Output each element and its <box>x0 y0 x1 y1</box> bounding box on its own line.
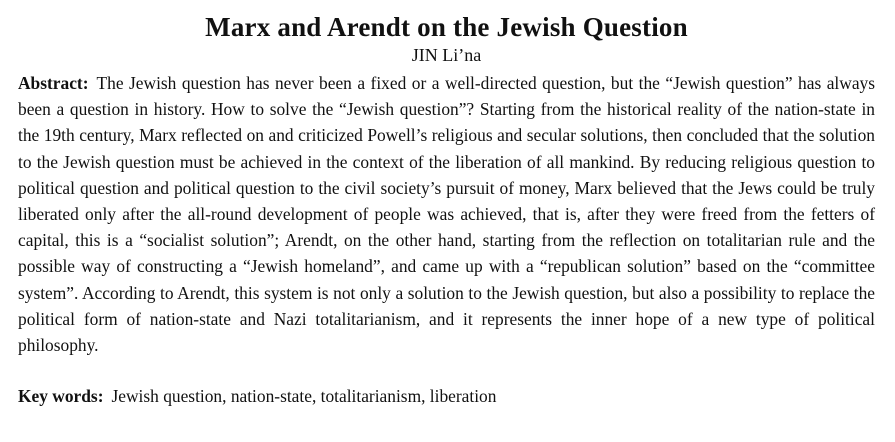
keywords-paragraph <box>18 383 875 409</box>
paper-author: JIN Li’na <box>411 45 482 65</box>
abstract-label: Abstract: <box>18 73 89 93</box>
keywords-label: Key words: <box>18 386 104 407</box>
keywords-text: Jewish question, nation-state, totalitarianism, liberation <box>111 386 497 407</box>
abstract-paragraph <box>18 70 875 358</box>
abstract-text: The Jewish question has never been a fixed or a well-directed question, but the “Jewish question” has always been a question in history. How to solve the “Jewish question”? Starting from the historical reality of the nation-state in the 19th century, Marx reflected on and criticized Powell’s religious and secular solutions, then concluded that the solution to the Jewish question must be achieved in the context of the liberation of all mankind. By reducing religious question to political question and political question to the civil society’s pursuit of money, Marx believed that the Jews could be truly liberated only after the all-round development of people was achieved, that is, after they were freed from the fetters of capital, this is a “socialist solution”; Arendt, on the other hand, starting from the reflection on totalitarian rule and the possible way of constructing a “Jewish homeland”, and came up with a “republican solution” based on the “committee system”. According to Arendt, this system is not only a solution to the Jewish question, but also a possibility to replace the political form of nation-state and Nazi totalitarianism, and it represents the inner hope of a new type of political philosophy. <box>18 73 875 356</box>
paper-title: Marx and Arendt on the Jewish Question <box>205 12 688 42</box>
